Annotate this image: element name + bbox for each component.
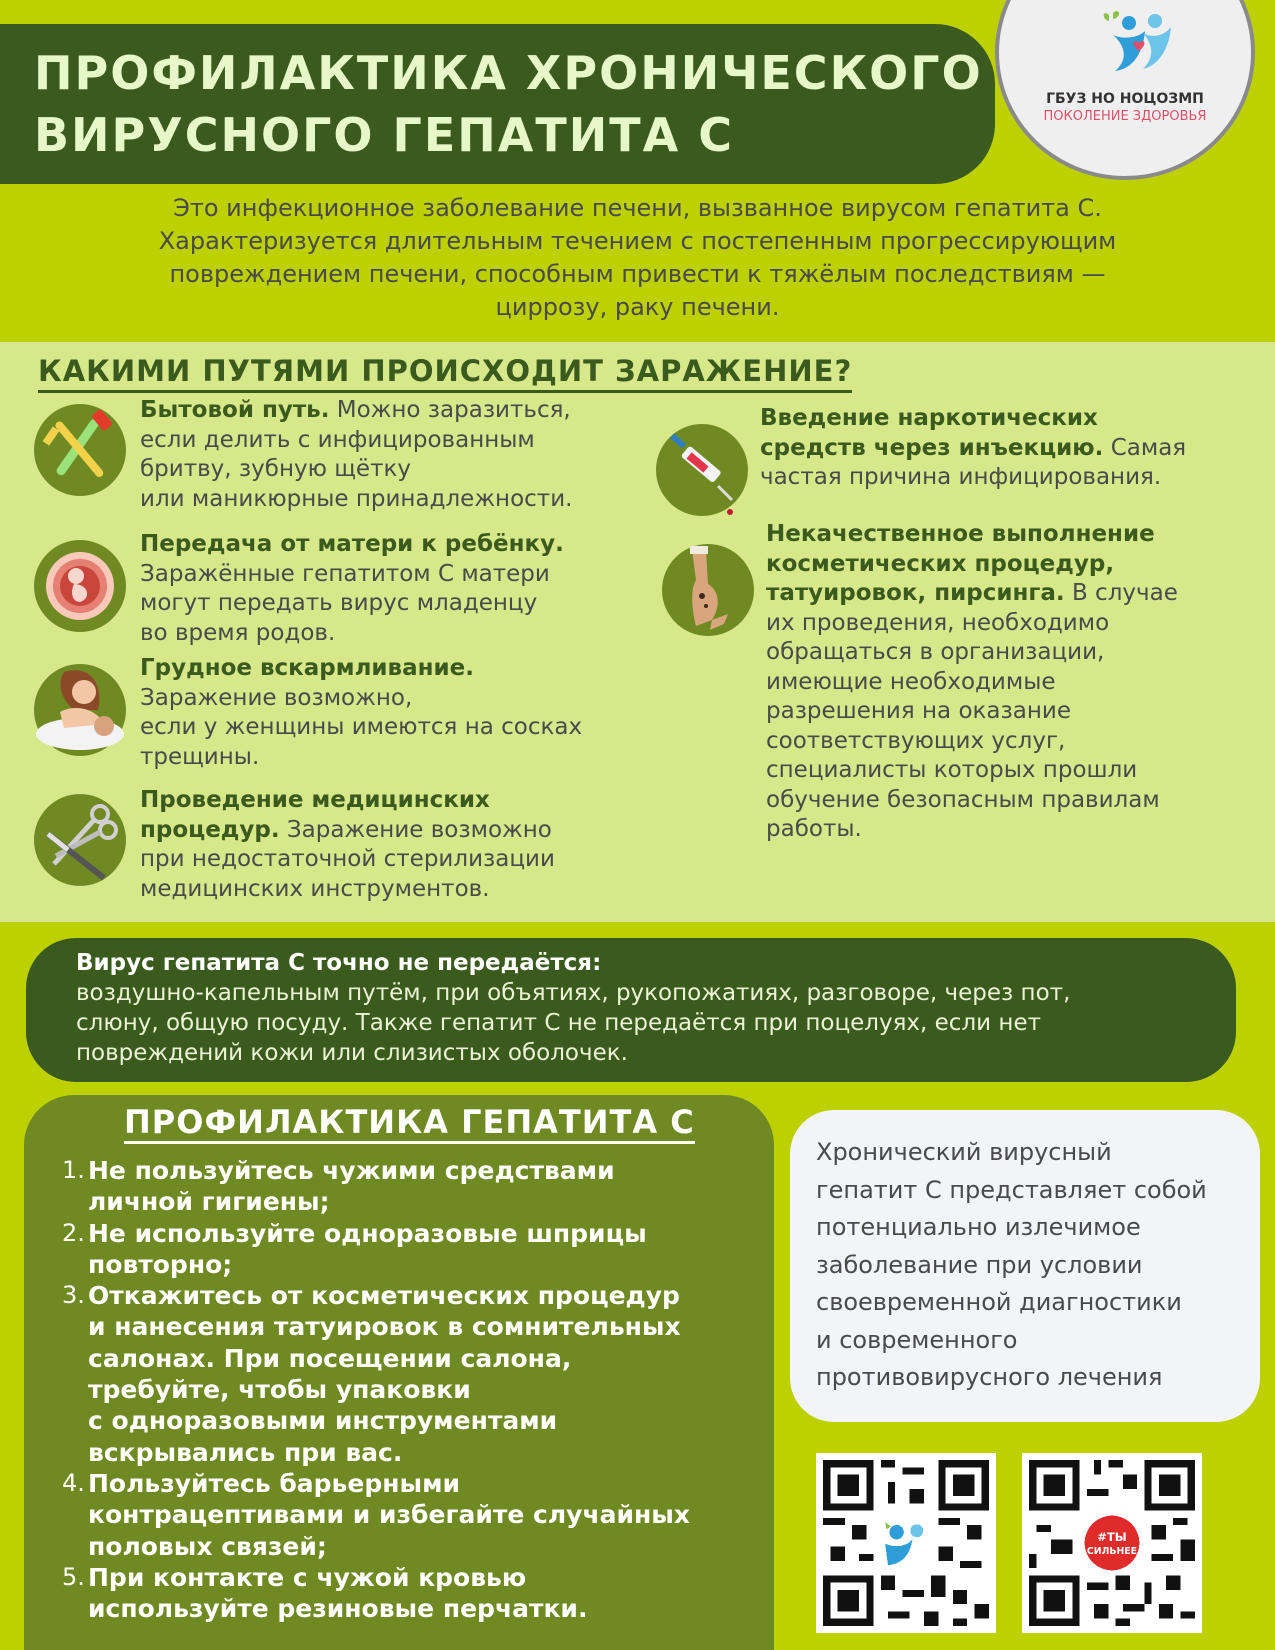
- item-text: Откажитесь от косметических процедур: [88, 1281, 680, 1311]
- qr-code-icon: [816, 1453, 996, 1633]
- item-text: личной гигиены;: [88, 1187, 330, 1217]
- item-text: используйте резиновые перчатки.: [88, 1594, 588, 1624]
- way-medical-procedures: [140, 786, 660, 904]
- prevention-list: [62, 1155, 772, 1624]
- way-title: Проведение медицинских: [140, 787, 490, 813]
- way-desc: соответствующих услуг,: [766, 727, 1066, 754]
- curable-line: потенциально излечимое: [816, 1213, 1141, 1241]
- item-text: требуйте, чтобы упаковки: [88, 1375, 471, 1405]
- way-desc: их проведения, необходимо: [766, 609, 1110, 636]
- intro-line: Характеризуется длительным течением с постепенным прогрессирующим: [158, 227, 1117, 255]
- way-title: процедур.: [140, 816, 280, 843]
- intro-line: Это инфекционное заболевание печени, вызванное вирусом гепатита С.: [173, 194, 1102, 222]
- qr-badge-text: СИЛЬНЕЕ: [1086, 1545, 1138, 1557]
- item-text: Пользуйтесь барьерными: [88, 1468, 461, 1498]
- way-desc: во время родов.: [140, 619, 336, 646]
- tattooed-hand-icon: [662, 544, 754, 636]
- way-desc: Самая: [1103, 434, 1187, 461]
- item-number: 1.: [62, 1156, 85, 1184]
- family-logo-icon: [1099, 9, 1179, 79]
- item-text: Не пользуйтесь чужими средствами: [88, 1156, 615, 1185]
- intro-line: циррозу, раку печени.: [495, 293, 780, 321]
- prevention-heading: ПРОФИЛАКТИКА ГЕПАТИТА С: [124, 1103, 695, 1144]
- way-desc: если у женщины имеются на сосках: [140, 714, 583, 740]
- prevention-item: [62, 1468, 772, 1562]
- way-cosmetic-procedures: [766, 520, 1266, 845]
- prevention-section: [24, 1095, 774, 1650]
- not-transmitted-title: Вирус гепатита С точно не передаётся:: [76, 950, 602, 976]
- item-text: При контакте с чужой кровью: [88, 1562, 527, 1592]
- way-title: татуировок, пирсинга.: [766, 580, 1065, 606]
- page-title-line-1: ПРОФИЛАКТИКА ХРОНИЧЕСКОГО: [34, 46, 983, 100]
- way-desc: или маникюрные принадлежности.: [140, 485, 573, 512]
- way-title: косметических процедур,: [766, 550, 1115, 577]
- curable-line: своевременной диагностики: [816, 1288, 1182, 1316]
- item-text: повторно;: [88, 1249, 233, 1279]
- curable-line: и современного: [816, 1325, 1018, 1354]
- fetus-icon: [34, 540, 126, 632]
- infection-ways-section: [0, 342, 1275, 922]
- way-title: Передача от матери к ребёнку.: [140, 531, 564, 557]
- title-banner: [0, 24, 995, 184]
- item-number: 4.: [62, 1468, 85, 1497]
- item-number: 5.: [62, 1562, 85, 1591]
- item-text: салонах. При посещении салона,: [88, 1343, 572, 1373]
- way-title: Некачественное выполнение: [766, 521, 1155, 547]
- way-desc: обучение безопасным правилам: [766, 786, 1160, 813]
- logo-tagline: ПОКОЛЕНИЕ ЗДОРОВЬЯ: [1043, 109, 1207, 124]
- item-text: вскрывались при вас.: [88, 1437, 403, 1467]
- way-desc: при недостаточной стерилизации: [140, 846, 555, 872]
- item-number: 2.: [62, 1218, 85, 1247]
- way-desc: разрешения на оказание: [766, 698, 1071, 724]
- way-title: Введение наркотических: [760, 405, 1098, 431]
- prevention-item: [62, 1155, 772, 1218]
- prevention-item: [62, 1280, 772, 1468]
- item-text: с одноразовыми инструментами: [88, 1406, 558, 1436]
- way-desc: Можно заразиться,: [329, 397, 571, 423]
- intro-line: повреждением печени, способным привести к тяжёлым последствиям —: [169, 260, 1106, 288]
- way-desc: медицинских инструментов.: [140, 875, 490, 902]
- item-number: 3.: [62, 1281, 85, 1310]
- way-desc: работы.: [766, 816, 862, 842]
- way-desc: бритву, зубную щётку: [140, 456, 411, 482]
- item-text: контрацептивами и избегайте случайных: [88, 1500, 691, 1530]
- way-title: Грудное вскармливание.: [140, 655, 474, 681]
- not-transmitted-line: воздушно-капельным путём, при объятиях, рукопожатиях, разговоре, через пот,: [76, 980, 1071, 1006]
- infection-ways-heading: КАКИМИ ПУТЯМИ ПРОИСХОДИТ ЗАРАЖЕНИЕ?: [38, 354, 852, 393]
- curable-line: заболевание при условии: [816, 1250, 1143, 1279]
- scissors-scalpel-icon: [34, 794, 126, 886]
- prevention-item: [62, 1562, 772, 1625]
- way-desc: частая причина инфицирования.: [760, 464, 1162, 490]
- item-text: Не используйте одноразовые шприцы: [88, 1218, 647, 1248]
- razor-toothbrush-icon: [34, 404, 126, 496]
- intro-paragraph: [10, 192, 1265, 324]
- not-transmitted-line: слюну, общую посуду. Также гепатит С не передаётся при поцелуях, если нет: [76, 1010, 1042, 1036]
- not-transmitted-line: повреждений кожи или слизистых оболочек.: [76, 1040, 628, 1066]
- not-transmitted-box: [26, 938, 1236, 1082]
- way-desc: обращаться в организации,: [766, 639, 1105, 665]
- way-desc: если делить с инфицированным: [140, 426, 535, 453]
- curable-line: противовирусного лечения: [816, 1363, 1163, 1391]
- logo-badge: [995, 0, 1255, 180]
- curable-note: [790, 1110, 1260, 1422]
- logo-name: ГБУЗ НО НОЦОЗМП: [1046, 91, 1204, 107]
- way-desc: Заражение возможно: [279, 816, 552, 843]
- way-title: средств через инъекцию.: [760, 434, 1104, 461]
- curable-line: Хронический вирусный: [816, 1138, 1112, 1166]
- qr-code-icon: [1022, 1453, 1202, 1633]
- syringe-icon: [656, 424, 748, 516]
- way-title: Бытовой путь.: [140, 397, 330, 423]
- way-desc: специалисты которых прошли: [766, 757, 1138, 783]
- way-desc: Заражённые гепатитом С матери: [140, 560, 550, 587]
- page-title-line-2: ВИРУСНОГО ГЕПАТИТА С: [34, 108, 734, 162]
- qr-code-organization[interactable]: [816, 1453, 996, 1633]
- item-text: и нанесения татуировок в сомнительных: [88, 1312, 681, 1342]
- way-desc: В случае: [1064, 580, 1178, 606]
- breastfeeding-icon: [34, 664, 126, 756]
- prevention-item: [62, 1218, 772, 1281]
- way-desc: Заражение возможно,: [140, 684, 413, 711]
- way-breastfeeding: [140, 654, 660, 772]
- qr-badge-text: #ТЫ: [1097, 1529, 1127, 1544]
- item-text: половых связей;: [88, 1531, 327, 1561]
- way-desc: могут передать вирус младенцу: [140, 590, 538, 616]
- way-drug-injection: [760, 404, 1260, 493]
- way-household: [140, 396, 660, 514]
- way-desc: имеющие необходимые: [766, 668, 1056, 695]
- curable-line: гепатит С представляет собой: [816, 1175, 1207, 1204]
- qr-code-campaign[interactable]: [1022, 1453, 1202, 1633]
- way-mother-to-child: [140, 530, 660, 648]
- way-desc: трещины.: [140, 743, 260, 770]
